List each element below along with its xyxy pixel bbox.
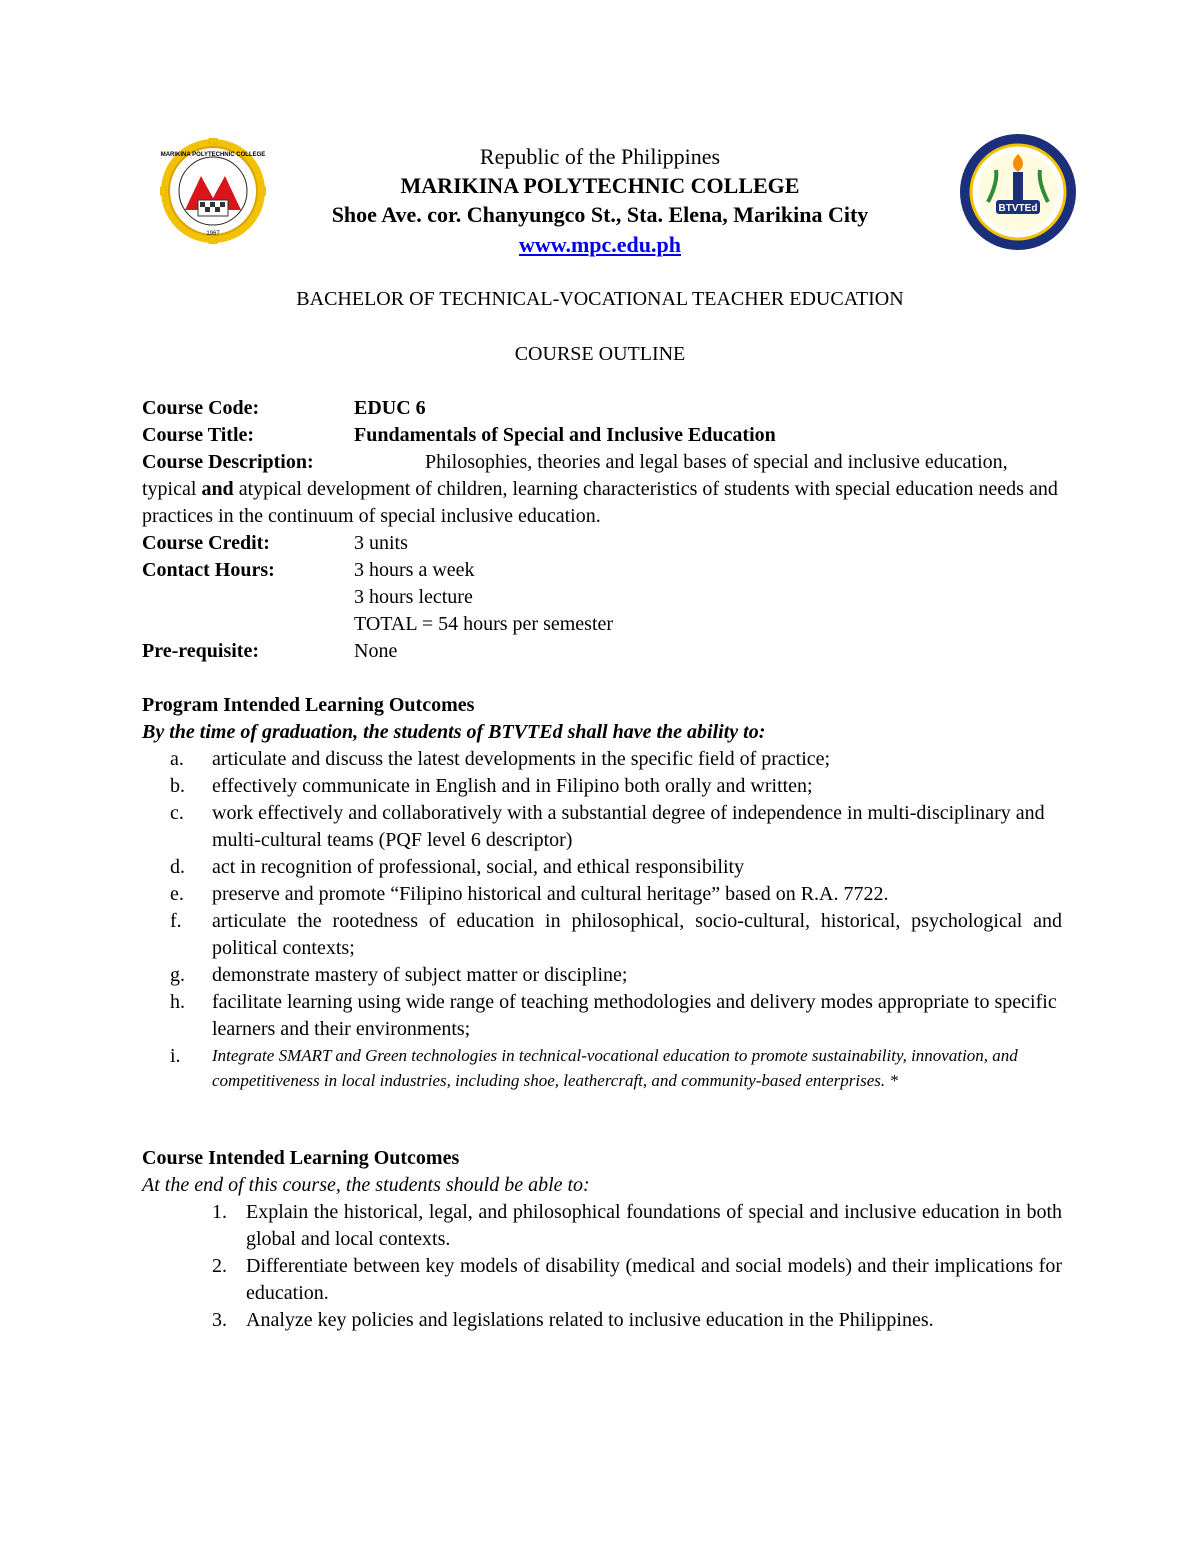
course-description-text-1: Philosophies, theories and legal bases of special and inclusive education, typical (142, 451, 1008, 500)
pilo-list (142, 746, 1062, 1093)
list-text: facilitate learning using wide range of teaching methodologies and delivery modes appropriate to specific learners and their environments; (212, 991, 1057, 1040)
course-description-and: and (201, 478, 234, 500)
course-description-text-2: atypical development of children, learning characteristics of students with special education needs and practices in the continuum of special inclusive education. (142, 478, 1058, 527)
course-code-label: Course Code: (142, 397, 260, 419)
list-item (142, 1043, 1062, 1093)
list-item (142, 746, 1062, 773)
list-item (142, 1253, 1062, 1307)
btvted-label: BTVTEd (998, 203, 1038, 214)
list-text: Explain the historical, legal, and philosophical foundations of special and inclusive education in both global and local contexts. (246, 1201, 1062, 1250)
list-item (142, 1199, 1062, 1253)
seal-year: 1967 (206, 231, 220, 237)
course-outline-body (142, 395, 1062, 1334)
list-text: effectively communicate in English and in Filipino both orally and written; (212, 775, 813, 797)
list-item (142, 773, 1062, 800)
cilo-heading: Course Intended Learning Outcomes (142, 1147, 460, 1169)
prerequisite-row (142, 638, 1062, 665)
course-code-value: EDUC 6 (354, 397, 426, 419)
list-item (142, 962, 1062, 989)
list-item (142, 1307, 1062, 1334)
list-text: Differentiate between key models of disability (medical and social models) and their implications for education. (246, 1255, 1062, 1304)
list-text: Analyze key policies and legislations related to inclusive education in the Philippines. (246, 1309, 934, 1331)
seal-lettering: MARIKINA POLYTECHNIC COLLEGE (160, 152, 266, 158)
list-text: articulate the rootedness of education in philosophical, socio-cultural, historical, psychological and political contexts; (212, 910, 1062, 959)
prerequisite-label: Pre-requisite: (142, 640, 260, 662)
cilo-list (142, 1199, 1062, 1334)
website-link[interactable]: www.mpc.edu.ph (519, 232, 681, 257)
contact-hours-line: 3 hours lecture (354, 586, 473, 608)
contact-hours-label: Contact Hours: (142, 559, 275, 581)
prerequisite-value: None (354, 640, 398, 662)
pilo-heading: Program Intended Learning Outcomes (142, 694, 475, 716)
list-item (142, 908, 1062, 962)
course-title-label: Course Title: (142, 424, 255, 446)
course-credit-label: Course Credit: (142, 532, 270, 554)
republic-line: Republic of the Philippines (479, 144, 721, 169)
list-text: work effectively and collaboratively with a substantial degree of independence in multi-disciplinary and multi-cultural teams (PQF level 6 descriptor) (212, 802, 1045, 851)
college-address: Shoe Ave. cor. Chanyungco St., Sta. Elena, Marikina City (331, 202, 869, 227)
course-description (142, 449, 1062, 530)
list-text: preserve and promote “Filipino historical and cultural heritage” based on R.A. 7722. (212, 883, 889, 905)
college-name: MARIKINA POLYTECHNIC COLLEGE (400, 173, 800, 198)
course-code-row (142, 395, 1062, 422)
cilo-lead: At the end of this course, the students should be able to: (142, 1174, 590, 1196)
list-item (142, 989, 1062, 1043)
course-description-label: Course Description: (142, 451, 314, 473)
list-text: Integrate SMART and Green technologies in technical-vocational education to promote sustainability, innovation, and competitiveness in local industries, including shoe, leathercraft, and community-based enterprises. * (212, 1046, 1018, 1090)
list-marker: h. (170, 991, 185, 1013)
list-marker: i. (170, 1045, 181, 1067)
list-marker: e. (170, 883, 184, 905)
contact-hours-row (142, 557, 1062, 638)
contact-hours-line: 3 hours a week (354, 559, 475, 581)
list-marker: f. (170, 910, 182, 932)
program-title: BACHELOR OF TECHNICAL-VOCATIONAL TEACHER EDUCATION (296, 288, 904, 310)
list-text: act in recognition of professional, social, and ethical responsibility (212, 856, 745, 878)
list-item (142, 881, 1062, 908)
list-marker: 2. (212, 1255, 227, 1277)
list-item (142, 800, 1062, 854)
course-title-value: Fundamentals of Special and Inclusive Education (354, 424, 776, 446)
list-text: demonstrate mastery of subject matter or discipline; (212, 964, 628, 986)
list-marker: g. (170, 964, 185, 986)
list-marker: 3. (212, 1309, 227, 1331)
section-spacer (142, 1093, 1062, 1145)
list-marker: b. (170, 775, 185, 797)
course-title-row (142, 422, 1062, 449)
pilo-lead: By the time of graduation, the students of BTVTEd shall have the ability to: (142, 721, 766, 743)
course-credit-value: 3 units (354, 532, 408, 554)
list-marker: d. (170, 856, 185, 878)
list-text: articulate and discuss the latest developments in the specific field of practice; (212, 748, 831, 770)
contact-hours-line: TOTAL = 54 hours per semester (354, 613, 614, 635)
list-marker: c. (170, 802, 184, 824)
course-credit-row (142, 530, 1062, 557)
document-title: COURSE OUTLINE (514, 343, 686, 365)
list-marker: 1. (212, 1201, 227, 1223)
contact-hours-values (354, 557, 1062, 638)
list-item (142, 854, 1062, 881)
list-marker: a. (170, 748, 184, 770)
